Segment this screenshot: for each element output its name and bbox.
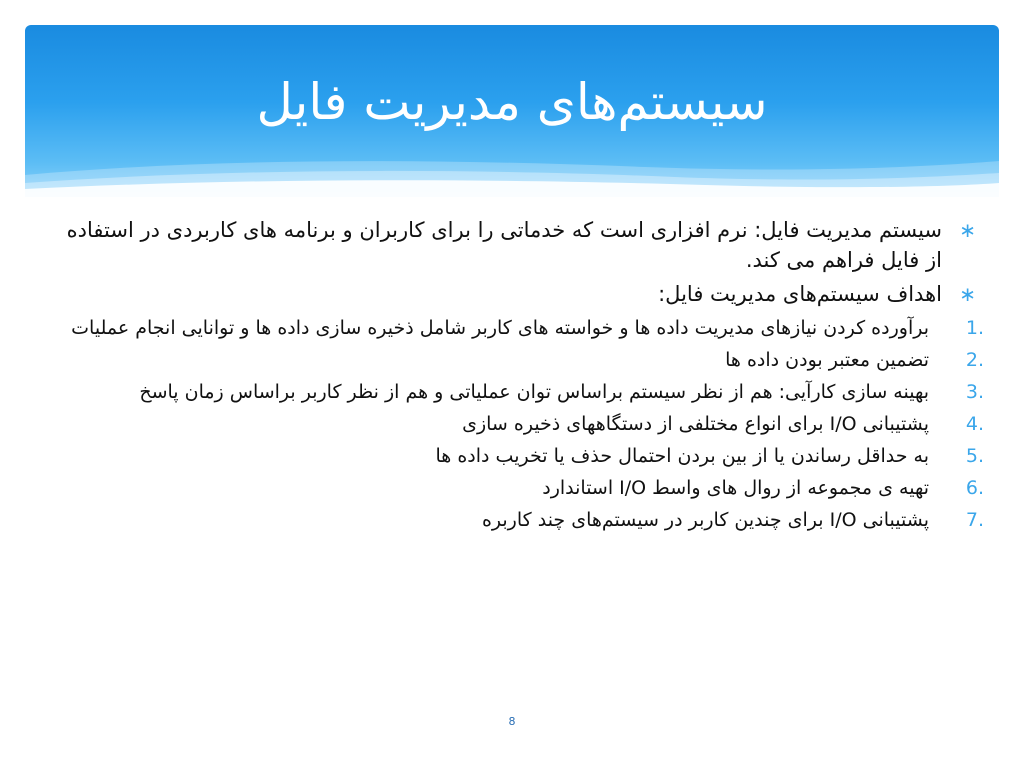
bullet-definition: [50, 215, 984, 275]
list-item: [50, 379, 984, 405]
list-item: [50, 411, 984, 437]
list-item: [50, 475, 984, 501]
item-text: تهیه ی مجموعه از روال های واسط I/O استاندارد: [542, 477, 929, 499]
page-number: 8: [508, 715, 516, 728]
goals-list: [50, 315, 984, 533]
item-text: تضمین معتبر بودن داده ها: [725, 349, 929, 371]
asterisk-bullet-icon: ∗: [959, 282, 976, 306]
bullet-text: سیستم مدیریت فایل: نرم افزاری است که خدماتی را برای کاربران و برنامه های کاربردی در استفاده از فایل فراهم می کند.: [66, 218, 942, 272]
item-number: 2.: [965, 349, 984, 371]
item-number: 5.: [965, 445, 984, 467]
item-number: 4.: [965, 413, 984, 435]
item-text: به حداقل رساندن یا از بین بردن احتمال حذف یا تخریب داده ها: [435, 445, 929, 467]
list-item: [50, 507, 984, 533]
item-text: پشتیبانی I/O برای انواع مختلفی از دستگاههای ذخیره سازی: [462, 413, 929, 435]
item-number: 1.: [965, 317, 984, 339]
bullet-text: اهداف سیستم‌های مدیریت فایل:: [658, 282, 942, 306]
list-item: [50, 347, 984, 373]
title-banner: [25, 25, 999, 197]
item-number: 3.: [965, 381, 984, 403]
asterisk-bullet-icon: ∗: [959, 218, 976, 242]
item-number: 6.: [965, 477, 984, 499]
item-text: پشتیبانی I/O برای چندین کاربر در سیستم‌های چند کاربره: [481, 509, 929, 531]
list-item: [50, 443, 984, 469]
wave-decoration: [25, 137, 999, 197]
item-number: 7.: [965, 509, 984, 531]
slide-content: [50, 215, 984, 539]
item-text: بهینه سازی کارآیی: هم از نظر سیستم براساس توان عملیاتی و هم از نظر کاربر براساس زمان پاسخ: [139, 381, 929, 403]
slide-title: سیستم‌های مدیریت فایل: [256, 73, 768, 131]
item-text: برآورده کردن نیازهای مدیریت داده ها و خواسته های کاربر شامل ذخیره سازی داده ها و توانایی انجام عملیات: [71, 317, 929, 339]
bullet-goals-heading: [50, 279, 984, 309]
list-item: [50, 315, 984, 341]
